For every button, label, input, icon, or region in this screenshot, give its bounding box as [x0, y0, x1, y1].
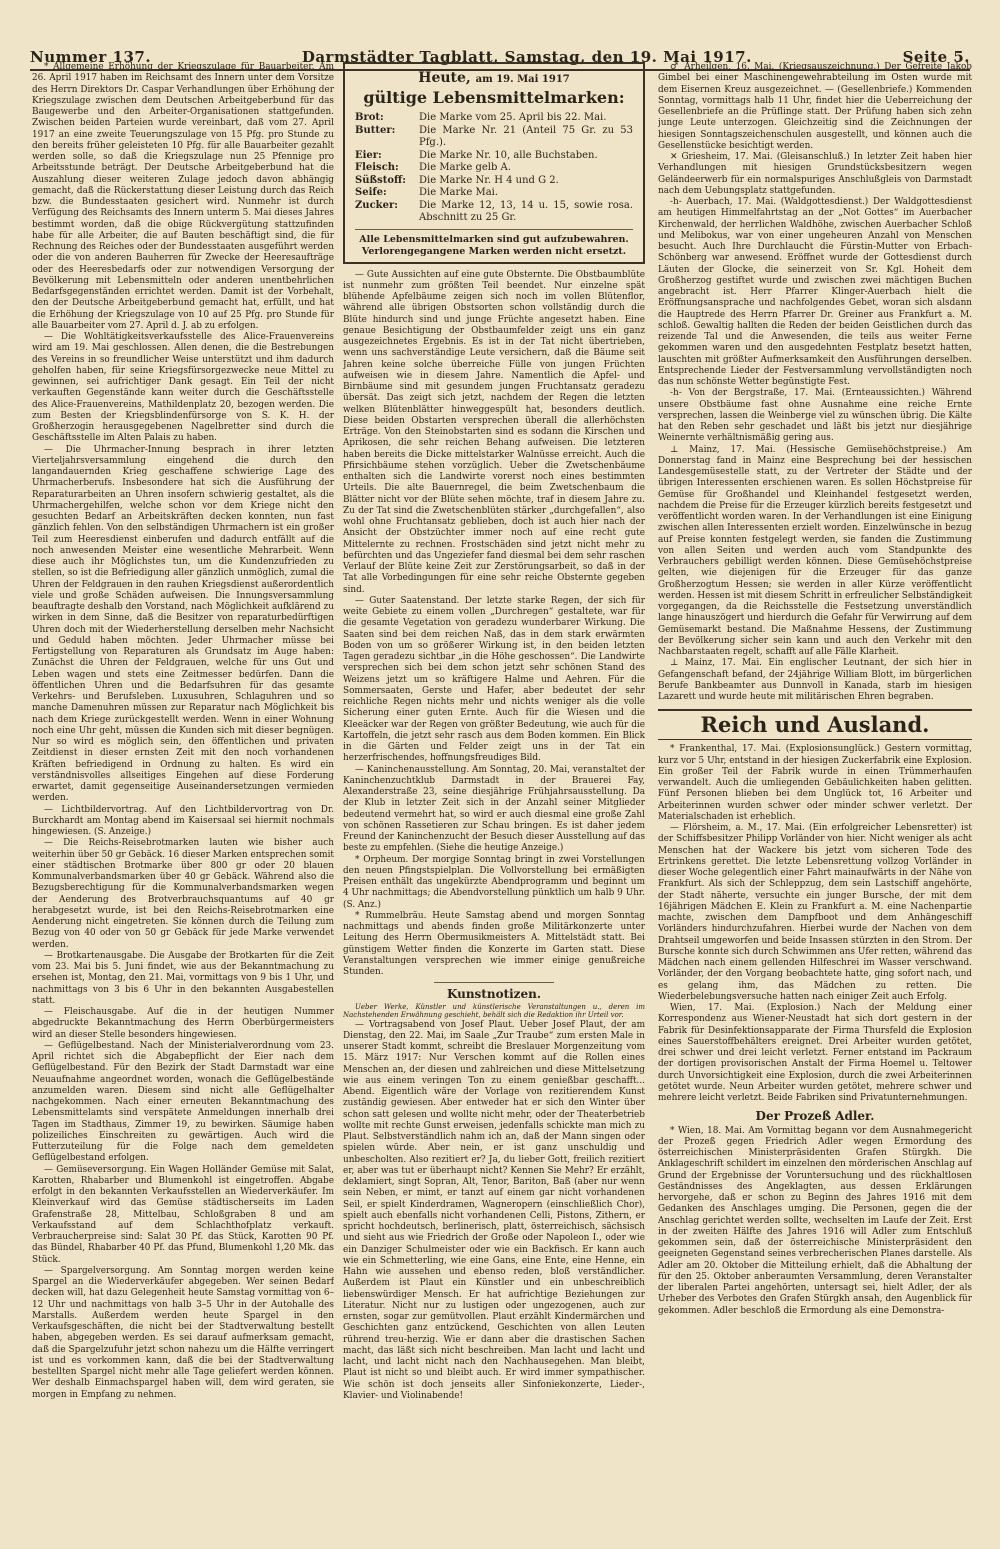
- ration-row: Süßstoff: Die Marke Nr. H 4 und G 2.: [355, 174, 559, 186]
- article-kriegszulage: * Allgemeine Erhöhung der Kriegszulage für Bauarbeiter. Am 26. April 1917 haben im Reichsamt des Innern unter dem Vorsitze des Herrn Direktors Dr. Caspar Verhandlungen über Erhöhung der Kriegszulage zwischen dem Deutschen Arbeitgeberbund für das Baugewerbe und den Arbeiter-Organisationen stattgefunden. Zwischen beiden Parteien wurde vereinbart, daß vom 27. April 1917 an eine zweite Teuerungszulage von 15 Pfg. pro Stunde zu den bereits früher geleisteten 10 Pfg. für alle Bauarbeiter gezahlt werden solle, so daß die Kriegszulage nun 25 Pfennige pro Arbeitsstunde beträgt. Der Deutsche Arbeitgeberbund hat die Auszahlung dieser weiteren Zulage jedoch davon abhängig gemacht, daß die Rückerstattung dieser Leistung durch das Reich bzw. die Bundesstaaten gesichert wird. Nunmehr ist durch Verfügung des Reichsamts des Innern unterm 5. Mai dieses Jahres bestimmt worden, daß die obige Rückvergütung stattzufinden habe für alle Arbeiter, die auf Bauten beschäftigt sind, die für Rechnung des Reiches oder der Bundesstaaten ausgeführt werden oder die von anderen Bauherren für Zwecke der Heeresaufträge oder des Heeresbedarfs oder zur notwendigen Versorgung der Bevölkerung mit Lebensmitteln oder anderen unentbehrlichen Bedarfsgegenständen errichtet werden. Damit ist der Vorbehalt, den der Deutsche Arbeitgeberbund gemacht hat, erfüllt, und hat die Erhöhung der Kriegszulage von 10 auf 25 Pfg. pro Stunde für alle Bauarbeiter vom 27. April d. J. ab zu erfolgen.: [32, 62, 334, 331]
- ration-box-subtitle: gültige Lebensmittelmarken:: [363, 88, 625, 107]
- article-gefluegelbestand: — Geflügelbestand. Nach der Ministerialverordnung vom 23. April richtet sich die Abgabepflicht der Eier nach dem Geflügelbestand. Für den Bezirk der Stadt Darmstadt war eine Neuaufnahme angeordnet worden, wonach die Geflügelbestände anzumelden waren. Diesem sind nicht alle Geflügelhalter nachgekommen. Nach einer erneuten Bekanntmachung des Lebensmittelamts sind verspätete Anmeldungen innerhalb drei Tagen im Stadthaus, Zimmer 19, zu bewirken. Säumige haben polizeiliches Einschreiten zu gewärtigen. Auch wird die Futterzuteilung für die Folge nach dem gemeldeten Geflügelbestand erfolgen.: [32, 1040, 334, 1164]
- article-floersheim: — Flörsheim, a. M., 17. Mai. (Ein erfolgreicher Lebensretter) ist der Schiffsbesitzer Philipp Vorländer von hier. Nicht weniger als acht Menschen hat der Wackere bis jetzt vom sicheren Tode des Ertrinkens gerettet. Die letzte Lebensrettung vollzog Vorländer in dieser Woche gelegentlich einer Fahrt mainaufwärts in der Nähe von Frankfurt. Als sich der Schleppzug, dem sein Lastschiff angehörte, der Stadt näherte, versuchte ein junger Bursche, der mit dem 16jährigen Mädchen E. Klein zu Frankfurt a. M. eine Nachenpartie machte, zwischen dem Dampfboot und dem Anhängeschiff Vorländers hindurchzufahren. Hierbei wurde der Nachen von dem Drahtseil umgeworfen und beide Insassen stürzten in den Strom. Der Bursche konnte sich durch Schwimmen ans Ufer retten, während das Mädchen nach einem gellenden Hilfeschrei im Wasser verschwand. Vorländer, der den Vorgang beobachtete hatte, ging sofort nach, und es gelang ihm, das Mädchen zu retten. Die Wiederbelebungsversuche hatten nach einiger Zeit auch Erfolg.: [658, 823, 972, 1002]
- ration-table: [355, 112, 633, 225]
- column-1: [32, 62, 334, 1540]
- article-fleischausgabe: — Fleischausgabe. Auf die in der heutigen Nummer abgedruckte Bekanntmachung des Herrn Oberbürgermeisters wird an dieser Stelle besonders hingewiesen.: [32, 1007, 334, 1040]
- article-rummelbraeu: * Rummelbräu. Heute Samstag abend und morgen Sonntag nachmittags und abends finden große Militärkonzerte unter Leitung des Herrn Obermusikmeisters A. Mittelstädt statt. Bei günstigem Wetter finden die Konzerte im Garten statt. Diese Veranstaltungen versprechen wie immer einige genußreiche Stunden.: [343, 910, 645, 977]
- ration-stamps-box: [343, 62, 645, 264]
- ration-row: Brot: Die Marke vom 25. April bis 22. Mai.: [355, 112, 607, 123]
- section-heading-kunstnotizen: Kunstnotizen.: [446, 987, 542, 1002]
- page-number: Seite 5.: [902, 48, 970, 66]
- divider: [434, 982, 555, 983]
- article-wien-explosion: Wien, 17. Mai. (Explosion.) Nach der Meldung einer Korrespondenz aus Wiener-Neustadt hat sich dort gestern in der Fabrik für Desinfektionsapparate der Firma Thursfeld die Explosion eines Sauerstoffbehälters ereignet. Drei Arbeiter wurden getötet, drei schwer und drei leicht verletzt. Ferner entstand im Packraum der dortigen provisorischen Anstalt der Firma Hoemel u. Teltower durch Unvorsichtigkeit eine Explosion, durch die zwei Arbeiterinnen getötet wurde. Neun Arbeiter wurden getötet, mehrere schwer und mehrere leicht verletzt. Beide Fabriken sind Privatunternehmungen.: [658, 1003, 972, 1103]
- article-gemueseversorgung: — Gemüseversorgung. Ein Wagen Holländer Gemüse mit Salat, Karotten, Rhabarber und Blumenkohl ist eingetroffen. Abgabe erfolgt in den bekannten Verkaufsstellen an Wiederverkäufer. Im Kleinverkauf wird das Gemüse städtischerseits im Laden Grafenstraße 28, Mittelbau, Schloßgraben 8 und am Verkaufsstand auf dem Schlachthofplatz verkauft. Verbraucherpreise sind: Salat 30 Pf. das Stück, Karotten 90 Pf. das Bündel, Rhabarber 40 Pf. das Pfund, Blumenkohl 1,20 Mk. das Stück.: [32, 1164, 334, 1265]
- article-arheilgen: ♂ Arheilgen, 16. Mai. (Kriegsauszeichnung.) Der Gefreite Jakob Gimbel bei einer Maschinengewehrabteilung im Osten wurde mit dem Eisernen Kreuz ausgezeichnet. — (Gesellenbriefe.) Kommenden Sonntag, vormittags halb 11 Uhr, findet hier die Ueberreichung der Gesellenbriefe an die Prüflinge statt. Der Prüfung haben sich zehn junge Leute unterzogen. Gleichzeitig sind die Zeichnungen der hiesigen Sonntagszeichenschulen ausgestellt, und können auch die Gesellenstücke besichtigt werden.: [658, 62, 972, 151]
- article-brotkartenausgabe: — Brotkartenausgabe. Die Ausgabe der Brotkarten für die Zeit vom 23. Mai bis 5. Juni findet, wie aus der Bekanntmachung zu ersehen ist, Montag, den 21. Mai, vormittags von 9 bis 1 Uhr, und nachmittags von 3 bis 6 Uhr in den bekannten Ausgabestellen statt.: [32, 950, 334, 1006]
- article-mainz-leutnant: ⊥ Mainz, 17. Mai. Ein englischer Leutnant, der sich hier in Gefangenschaft befand, der 24jährige William Blott, im bürgerlichen Berufe Bankbeamter aus Dunnvoll in Kanada, starb im hiesigen Lazarett und wurde heute mit militärischen Ehren begraben.: [658, 658, 972, 702]
- newspaper-dateline: Darmstädter Tagblatt, Samstag, den 19. Mai 1917.: [301, 48, 752, 66]
- section-heading-prozess-adler: Der Prozeß Adler.: [755, 1109, 875, 1124]
- article-uhrmacher-innung: — Die Uhrmacher-Innung besprach in ihrer letzten Vierteljahrsversammlung eingehend die durch den langandauernden Krieg geschaffene schwierige Lage des Uhrmacherberufs. Insbesondere hat sich die Ausführung der Reparaturarbeiten an Uhren insofern schwierig gestaltet, als die Uhrmachergehilfen, welche schon vor dem Kriege nicht den gesuchten Bedarf an Arbeitskräften decken konnten, nun fast gänzlich fehlen. Von den selbständigen Uhrmachern ist ein großer Teil zum Heeresdienst einberufen und dadurch entfällt auf die noch anwesenden Meister eine wesentliche Mehrarbeit. Wenn diese auch ihr Möglichstes tun, um die Kundenzufrieden zu stellen, so ist die Befriedigung aller gänzlich unmöglich, zumal die Uhren der Feldgrauen in den rauhen Kriegsdienst außerordentlich viele und große Schäden aufweisen. Die Innungsversammlung beauftragte deshalb den Vorstand, nach Möglichkeit aufklärend zu wirken in dem Sinne, daß die Besitzer von reparaturbedürftigen Uhren doch mit der Wiederherstellung derselben mehr Nachsicht und Geduld haben möchten. Jeder Uhrmacher müsse bei Fertigstellung von Reparaturen als Grundsatz im Auge haben: Zunächst die Uhren der Feldgrauen, welche für uns Gut und Leben wagen und stets eine Zeitmesser bedürfen. Dann die öffentlichen Uhren und die Bedarfsuhren für das gesamte Verkehrs- und Berufsleben. Luxusuhren, Schlaguhren und so manche Damenuhren müssen zur Reparatur nach Möglichkeit bis nach dem Kriege zurückgestellt werden. Wenn in einer Wohnung noch eine Uhr geht, müssen die Kunden sich mit dieser begnügen. Nur so wird es möglich sein, den öffentlichen und privaten Zeitdienst in dieser ernsten Zeit mit den noch vorhandenen Kräften befriedigend in Ordnung zu halten. Es wird ein verständnisvolles allseitiges Eingehen auf diese Forderung erwartet, damit gegenseitige Auseinandersetzungen vermieden werden.: [32, 444, 334, 804]
- section-heading-reich-und-ausland: Reich und Ausland.: [658, 709, 972, 740]
- article-griesheim: ✕ Griesheim, 17. Mai. (Gleisanschluß.) In letzter Zeit haben hier Verhandlungen mit hiesigen Grundstücksbesitzern wegen Geländeerwerb für ein normalspuriges Anschlußgleis von Darmstadt nach dem Uebungsplatz stattgefunden.: [658, 152, 972, 196]
- article-mainz-gemuese: ⊥ Mainz, 17. Mai. (Hessische Gemüsehöchstpreise.) Am Donnerstag fand in Mainz eine Besprechung bei der hessischen Landesgemüsestelle statt, zu der Vertreter der Städte und der übrigen Interessenten erschienen waren. Es sollen Höchstpreise für Gemüse für Großhandel und Kleinhandel festgesetzt werden, nachdem die Preise für die Erzeuger kürzlich bereits festgesetzt und veröffentlicht worden waren. In der Verhandlungen ist eine Einigung zwischen allen Interessenten erzielt worden. Einzelwünsche in bezug auf Preise konnten festgelegt werden, sie fanden die Zustimmung von allen Seiten und werden auch vom Standpunkte des Verbrauchers gebilligt werden können. Diese Gemüsehöchstpreise gelten, wie diejenigen für die Erzeuger für das ganze Großherzogtum Hessen; sie werden in aller Kürze veröffentlicht werden. Hessen ist mit diesem Schritt in erfreulicher Selbständigkeit vorgegangen, da die Reichsstelle die Festsetzung unverständlich lange hinauszögert und hierdurch die Gefahr für Verwirrung auf dem Gemüsemarkt bestand. Die Maßnahme Hessens, der Zustimmung der Bevölkerung sicher sein kann und auch den Verkehr mit den Nachbarstaaten regelt, schafft auf alle Fälle Klarheit.: [658, 444, 972, 657]
- article-auerbach: -h- Auerbach, 17. Mai. (Waldgottesdienst.) Der Waldgottesdienst am heutigen Himmelfahrtstag an der „Not Gottes“ im Auerbacher Kirchenwald, der herrlichen Waldhöhe, zwischen Auerbacher Schloß und Melibokus, war von einer ungeheuren Anzahl von Menschen besucht. Auch Ihre Durchlaucht die Fürstin-Mutter von Erbach-Schönberg war anwesend. Eröffnet wurde der Gottesdienst durch Läuten der Glocke, die seinerzeit von Sr. Kgl. Hoheit dem Großherzog gestiftet wurde und zwischen zwei mächtigen Buchen angebracht ist. Herr Pfarrer Klinger-Auerbach hielt die Eröffnungsansprache und nachfolgendes Gebet, woran sich alsdann die Hauptrede des Herrn Pfarrer Dr. Greiner aus Frankfurt a. M. schloß. Gewaltig hallten die Reden der beiden Geistlichen durch das reizende Tal und die Anwesenden, die teils aus weiter Ferne gekommen waren und den ausgedehnten Festplatz besetzt hatten, lauschten mit größter Aufmerksamkeit den Ausführungen derselben. Entsprechende Lieder der Festversammlung vervollständigten noch das nun schönste Wetter begünstigte Fest.: [658, 197, 972, 387]
- article-frankenthal: * Frankenthal, 17. Mai. (Explosionsunglück.) Gestern vormittag, kurz vor 5 Uhr, entstand in der hiesigen Zuckerfabrik eine Explosion. Ein großer Teil der Fabrik wurde in einen Trümmerhaufen verwandelt. Auch die umliegenden Gebäulichkeiten haben gelitten. Fünf Personen blieben bei dem Unglück tot, 16 Arbeiter und Arbeiterinnen wurden schwer oder minder schwer verletzt. Der Materialschaden ist erheblich.: [658, 744, 972, 822]
- ration-row: Eier: Die Marke Nr. 10, alle Buchstaben.: [355, 149, 598, 161]
- article-reisebrotmarken: — Die Reichs-Reisebrotmarken lauten wie bisher auch weiterhin über 50 gr Gebäck. 16 dieser Marken entsprechen somit einer städtischen Brotmarke über 800 gr oder 20 blauen Kommunalverbandsmarken über 40 gr Gebäck. Während also die Bezugsberechtigung für die Kommunalverbandsmarken wegen der Aenderung des Brotverbrauchsquantums auf 40 gr herabgesetzt wurde, ist bei den Reichs-Reisebrotmarken eine Aenderung nicht eingetreten. Sie können durch die Teilung zum Bezug von 40 oder von 50 gr Gebäck für jede Marke verwendet werden.: [32, 838, 334, 950]
- issue-number: Nummer 137.: [30, 48, 152, 66]
- article-kaninchenausstellung: — Kaninchenausstellung. Am Sonntag, 20. Mai, veranstaltet der Kaninchenzuchtklub Darmstadt in der Brauerei Fay, Alexanderstraße 23, seine diesjährige Frühjahrsausstellung. Da der Klub in letzter Zeit sich in der Anzahl seiner Mitglieder bedeutend vermehrt hat, so wird er auch diesmal eine große Zahl von schönen Rassetieren zur Schau bringen. Es ist daher jedem Freund der Kaninchenzucht der Besuch dieser Ausstellung auf das beste zu empfehlen. (Siehe die heutige Anzeige.): [343, 764, 645, 854]
- article-bergstrasse: -h- Von der Bergstraße, 17. Mai. (Ernteaussichten.) Während unsere Obstbäume fast ohne Ausnahme eine reiche Ernte versprechen, lassen die Weinberge viel zu wünschen übrig. Die Kälte hat den Reben sehr geschadet und läßt bis jetzt nur diesjährige Weinernte verhältnismäßig gering aus.: [658, 388, 972, 444]
- ration-row: Zucker: Die Marke 12, 13, 14 u. 15, sowie rosa. Abschnitt zu 25 Gr.: [355, 199, 633, 223]
- ration-box-title: Heute, am 19. Mai 1917: [418, 70, 570, 86]
- article-obsternte: — Gute Aussichten auf eine gute Obsternte. Die Obstbaumblüte ist nunmehr zum größten Teil beendet. Nur einzelne spät blühende Apfelbäume zeigen sich noch im vollen Blütenflor, während alle übrigen Obstsorten schon vollständig durch die Blüte hindurch sind und junge Früchte angesetzt haben. Eine genaue Besichtigung der Obstbaumfelder zeigt uns ein ganz ausgezeichnetes Ergebnis. Es ist in der Tat nicht übertrieben, wenn uns sachverständige Leute versichern, daß die Bäume seit Jahren keine solche überreiche Fülle von jungen Früchten aufweisen wie in diesem Jahre. Namentlich die Apfel- und Birnbäume sind mit gesundem jungen Fruchtansatz geradezu übersät. Das zeigt sich jetzt, nachdem der Regen die letzten welken Blütenblätter hinweggespült hat, besonders deutlich. Diese beiden Obstarten versprechen überall die allerhöchsten Erträge. Von den Steinobstarten sind es sodann die Kirschen und Aprikosen, die sehr reichen Behang aufweisen. Die letzteren haben bereits die Dicke mittelstarker Walnüsse erreicht. Auch die Pfirsichbäume stehen vorzüglich. Ueber die Zwetschenbäume enthalten sich die Landwirte vorerst noch eines bestimmten Urteils. Die alte Bauernregel, die beim Zwetschenbaum die Blätter nicht vor der Blüte sehen möchte, traf in diesem Jahre zu. Zu der Tat sind die Zwetschenblüten stärker „durchgefallen“, also wohl ohne Fruchtansatz geblieben, doch ist auch hier nach der Ansicht der Obstzüchter immer noch auf eine recht gute Mittelernte zu rechnen. Frostschäden sind jetzt nicht mehr zu befürchten und das Ungeziefer fand diesmal bei dem sehr raschen Verlauf der Blüte keine Zeit zur Zerstörungsarbeit, so daß in der Tat alle Vorbedingungen für eine sehr reiche Obsternte gegeben sind.: [343, 269, 645, 595]
- article-vortragsabend-plaut: — Vortragsabend von Josef Plaut. Ueber Josef Plaut, der am Dienstag, den 22. Mai, im Saale „Zur Traube“ zum ersten Male in unserer Stadt kommt, schreibt die Breslauer Morgenzeitung vom 15. März 1917: Nur Verschen kommt auf die Rollen eines Menschen an, der diesen und zahlreichen und diese Mittelsetzung wie aus einem veringen Ton zu einem genießbar geschafft... Abend. Eigentlich wäre der Vorlage von rezitierendem Kunst zuständig gewiesen. Aber entweder hat er sich den Winter über schon satt gelesen und wollte nicht mehr, oder der Theaterbetrieb wollte mit rechte Gunst erweisen, jedenfalls schickte man mich zu Plaut. Selbstverständlich nahm ich an, daß der Mann singen oder spielen würde. Aber nein, er ist ganz unschuldig und unbescholten. Also rezitiert er? Ja, du lieber Gott, freilich rezitiert er, aber was tut er überhaupt nicht? Kennen Sie Mehr? Er erzählt, deklamiert, singt Sopran, Alt, Tenor, Bariton, Baß (aber nur wenn sein Neben, er mimt, er tanzt auf einem gar nicht vorhandenen Seil, er spielt Kinderdramen, Wagneropern (einschließlich Chor), spielt auch ebenfalls nicht vorhandenen Celli, Pistons, Zithern, er spricht hochdeutsch, berlinerisch, platt, österreichisch, sächsisch und sieht aus wie Friedrich der Große oder Napoleon I., oder wie ein Danziger Schulmeister oder wie ein Backfisch. Er kann auch wie ein Schmetterling, wie eine Gans, eine Ente, eine Henne, ein Hahn wie aussehen und ebenso reden, bloß verständlicher. Außerdem ist Plaut ein Künstler und ein unbeschreiblich liebenswürdiger Mensch. Er hat aufrichtige Beziehungen zur Literatur. Nicht nur zu lustigen oder ungezogenen, auch zur ernsten, sogar zur gemütvollen. Plaut erzählt Kindermärchen und Geschichten ganz entzückend, Geschichten von allen Leuten rührend treu-herzig. Wie er dann aber die drastischen Sachen macht, das läßt sich nicht beschreiben. Man lacht und lacht und lacht, und lacht nicht nach den Nachhausegehen. Man bleibt, Plaut ist nicht so und bleibt auch. Er wird immer sympathischer. Wie schön ist doch jenseits aller Sinfoniekonzerte, Lieder-, Klavier- und Violinabende!: [343, 1019, 645, 1401]
- section-disclaimer: Ueber Werke, Künstler und künstlerische Veranstaltungen u., deren im Nachstehenden Erwähnung geschieht, behält sich die Redaktion ihr Urteil vor.: [343, 1002, 645, 1019]
- ration-row: Seife: Die Marke Mai.: [355, 187, 499, 198]
- column-2: [343, 62, 645, 1540]
- column-3: [658, 62, 972, 1540]
- article-lichtbildervortrag: — Lichtbildervortrag. Auf den Lichtbildervortrag von Dr. Burckhardt am Montag abend im Kaisersaal sei hiermit nochmals hingewiesen. (S. Anzeige.): [32, 804, 334, 837]
- article-saatenstand: — Guter Saatenstand. Der letzte starke Regen, der sich für weite Gebiete zu einem vollen „Durchregen“ gestaltete, war für die gesamte Vegetation von geradezu wunderbarer Wirkung. Die Saaten sind bei dem reichen Naß, das in dem stark erwärmten Boden von um so größerer Wirkung ist, in den beiden letzten Tagen geradezu sichtbar „in die Höhe geschossen“. Die Landwirte versprechen sich bei dem schon jetzt sehr schönen Stand des Weizens jetzt um so kräftigere Halme und Aehren. Für die Sommersaaten, Gerste und Hafer, aber bedeutet der sehr reichliche Regen nichts mehr und nichts weniger als die volle Sicherung einer guten Ernte. Auch für die Wiesen und die Kleeäcker war der Regen von größter Bedeutung, wie auch für die Kartoffeln, die jetzt sehr rasch aus dem Boden kommen. Ein Blick in die Gärten und Felder zeigt uns in der Tat ein herzerfrischendes, hoffnungsfreudiges Bild.: [343, 595, 645, 764]
- ration-row: Fleisch: Die Marke gelb A.: [355, 162, 511, 173]
- ration-row: Butter: Die Marke Nr. 21 (Anteil 75 Gr. zu 53 Pfg.).: [355, 124, 633, 148]
- article-spargelversorgung: — Spargelversorgung. Am Sonntag morgen werden keine Spargel an die Wiederverkäufer abgegeben. Wer seinen Bedarf decken will, hat dazu Gelegenheit heute Samstag vormittag von 6–12 Uhr und nachmittags von halb 3–5 Uhr in der Autohalle des Marstalls. Außerdem werden heute Spargel in den Verkaufsgeschäften, die nicht bei der Stadtverwaltung bestellt haben, abgegeben werden. Es sei darauf aufmerksam gemacht, daß die Spargelzufuhr jetzt schon nahezu um die Hälfte verringert ist und es vorkommen kann, daß die bei der Stadtverwaltung bestellten Spargel nicht mehr alle Tage geliefert werden können. Wer deshalb Einmachspargel haben will, dem wird geraten, sie morgen in Empfang zu nehmen.: [32, 1265, 334, 1400]
- ration-box-note: Alle Lebensmittelmarken sind gut aufzubewahren. Verlorengegangene Marken werden nicht ersetzt.: [355, 229, 633, 258]
- article-orpheum: * Orpheum. Der morgige Sonntag bringt in zwei Vorstellungen den neuen Pfingstspielplan. Die Vollvorstellung bei ermäßigten Preisen enthält das ungekürzte Abendprogramm und beginnt um 4 Uhr nachmittags; die Abendvorstellung pünktlich um halb 9 Uhr. (S. Anz.): [343, 854, 645, 910]
- article-prozess-adler: * Wien, 18. Mai. Am Vormittag begann vor dem Ausnahmegericht der Prozeß gegen Friedrich Adler wegen Ermordung des österreichischen Ministerpräsidenten Grafen Stürgkh. Die Anklageschrift schildert im einzelnen den mörderischen Anschlag auf Grund der Ergebnisse der Voruntersuchung und des rückhaltlosen Geständnisses des Angeklagten, aus dessen Erklärungen hervorgehe, daß er schon zu Beginn des Jahres 1916 mit dem Gedanken des Anschlages umging. Die Personen, gegen die der Anschlag gerichtet werden sollte, wechselten im Laufe der Zeit. Erst in der zweiten Hälfte des Jahres 1916 will Adler zum Entschluß gekommen sein, daß der österreichische Ministerpräsident den geeigneten Gegenstand seines verbrecherischen Planes darstelle. Als Adler am 20. Oktober die Mitteilung erhielt, daß die Abhaltung der für den 25. Oktober anberaumten Versammlung, deren Veranstalter der liberalen Partei angehörten, untersagt sei, hielt Adler, der als Urheber des Verbotes den Grafen Stürgkh ansah, den Augenblick für gekommen. Adler beschloß die Ermordung als eine Demonstra-: [658, 1125, 972, 1316]
- article-alice-frauenverein: — Die Wohltätigkeitsverkaufsstelle des Alice-Frauenvereins wird am 19. Mai geschlossen. Allen denen, die die Bestrebungen des Vereins in so freundlicher Weise unterstützt und ihm dadurch geholfen haben, für seine Kriegsfürsorgezwecke neue Mittel zu gewinnen, sei aufrichtiger Dank gesagt. Ein Teil der nicht verkauften Gegenstände kann weiter durch die Geschäftsstelle des Alice-Frauenvereins, Mathildenplatz 20, bezogen werden. Die zum Besten der Kriegsblindenfürsorge von S. K. H. der Großherzogin herausgegebenen Nagelbretter sind durch die Geschäftsstelle im Alten Palais zu haben.: [32, 332, 334, 444]
